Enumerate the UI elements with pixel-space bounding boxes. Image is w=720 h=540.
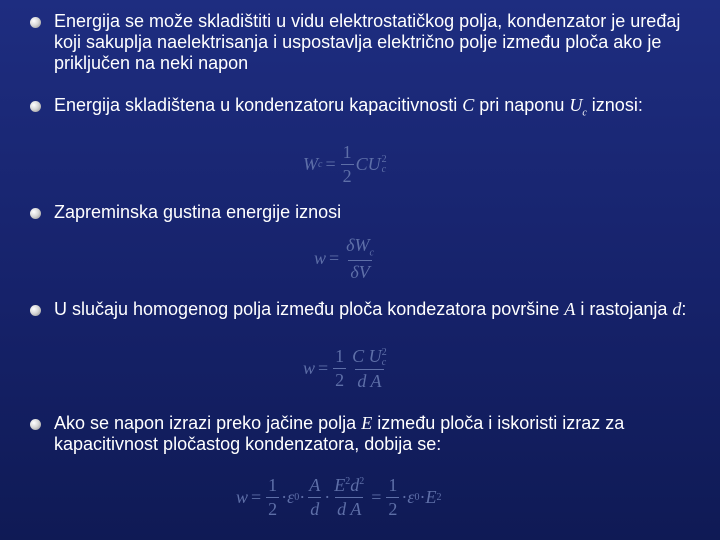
formula-capacitor-energy: W c = $\frac{1}{2}$ CU 2 c: [303, 142, 387, 186]
variable-uc: $U_c$: [569, 95, 587, 119]
bullet-text: [54, 95, 700, 124]
variable-e: E: [361, 413, 373, 433]
bullet-text: [54, 413, 700, 455]
bullet-dot-icon: [30, 17, 41, 28]
bullet-text: Zapreminska gustina energije iznosi: [54, 202, 342, 222]
text-part: između ploča i iskoristi izraz za kapacitivnost pločastog kondenzatora, dobija se:: [54, 413, 625, 454]
bullet-dot-icon: [30, 419, 41, 430]
text-part: :: [681, 299, 687, 319]
variable-d: d: [672, 299, 682, 319]
variable-a: A: [564, 299, 576, 319]
text-part: pri naponu: [474, 95, 570, 115]
bullet-text: Energija se može skladištiti u vidu elektrostatičkog polja, kondenzator je uređaj koji sakuplja naelektrisanja i uspostavlja električno polje između ploča ako je priključen na neki napon: [54, 11, 681, 73]
text-part: i rastojanja: [575, 299, 673, 319]
bullet-dot-icon: [30, 208, 41, 219]
bullet-energy-storage: [30, 11, 700, 74]
bullet-homogeneous-field: [30, 299, 700, 320]
formula-field-density: w = $\frac{1}{2}$ · ε 0 · $\frac{A}{d}$ · $\frac{E^2d^2}{\text{d A}}$ = $\frac{1}{2}$ · ε 0 · E 2: [236, 475, 442, 519]
bullet-energy-density: [30, 202, 700, 223]
formula-homogeneous-density: w = $\frac{1}{2}$ C U 2 c d A: [303, 346, 387, 391]
text-part: iznosi:: [586, 95, 643, 115]
text-part: U slučaju homogenog polja između ploča kondezatora površine: [54, 299, 565, 319]
variable-c: C: [462, 95, 475, 115]
bullet-text: [54, 299, 700, 320]
text-part: Energija skladištena u kondenzatoru kapacitivnosti: [54, 95, 463, 115]
bullet-field-strength: [30, 413, 700, 455]
formula-energy-density: w = $\frac{\delta W_c}{\delta V}$: [314, 235, 374, 282]
text-part: Ako se napon izrazi preko jačine polja: [54, 413, 362, 433]
bullet-dot-icon: [30, 101, 41, 112]
bullet-capacitor-energy: [30, 95, 700, 124]
bullet-dot-icon: [30, 305, 41, 316]
